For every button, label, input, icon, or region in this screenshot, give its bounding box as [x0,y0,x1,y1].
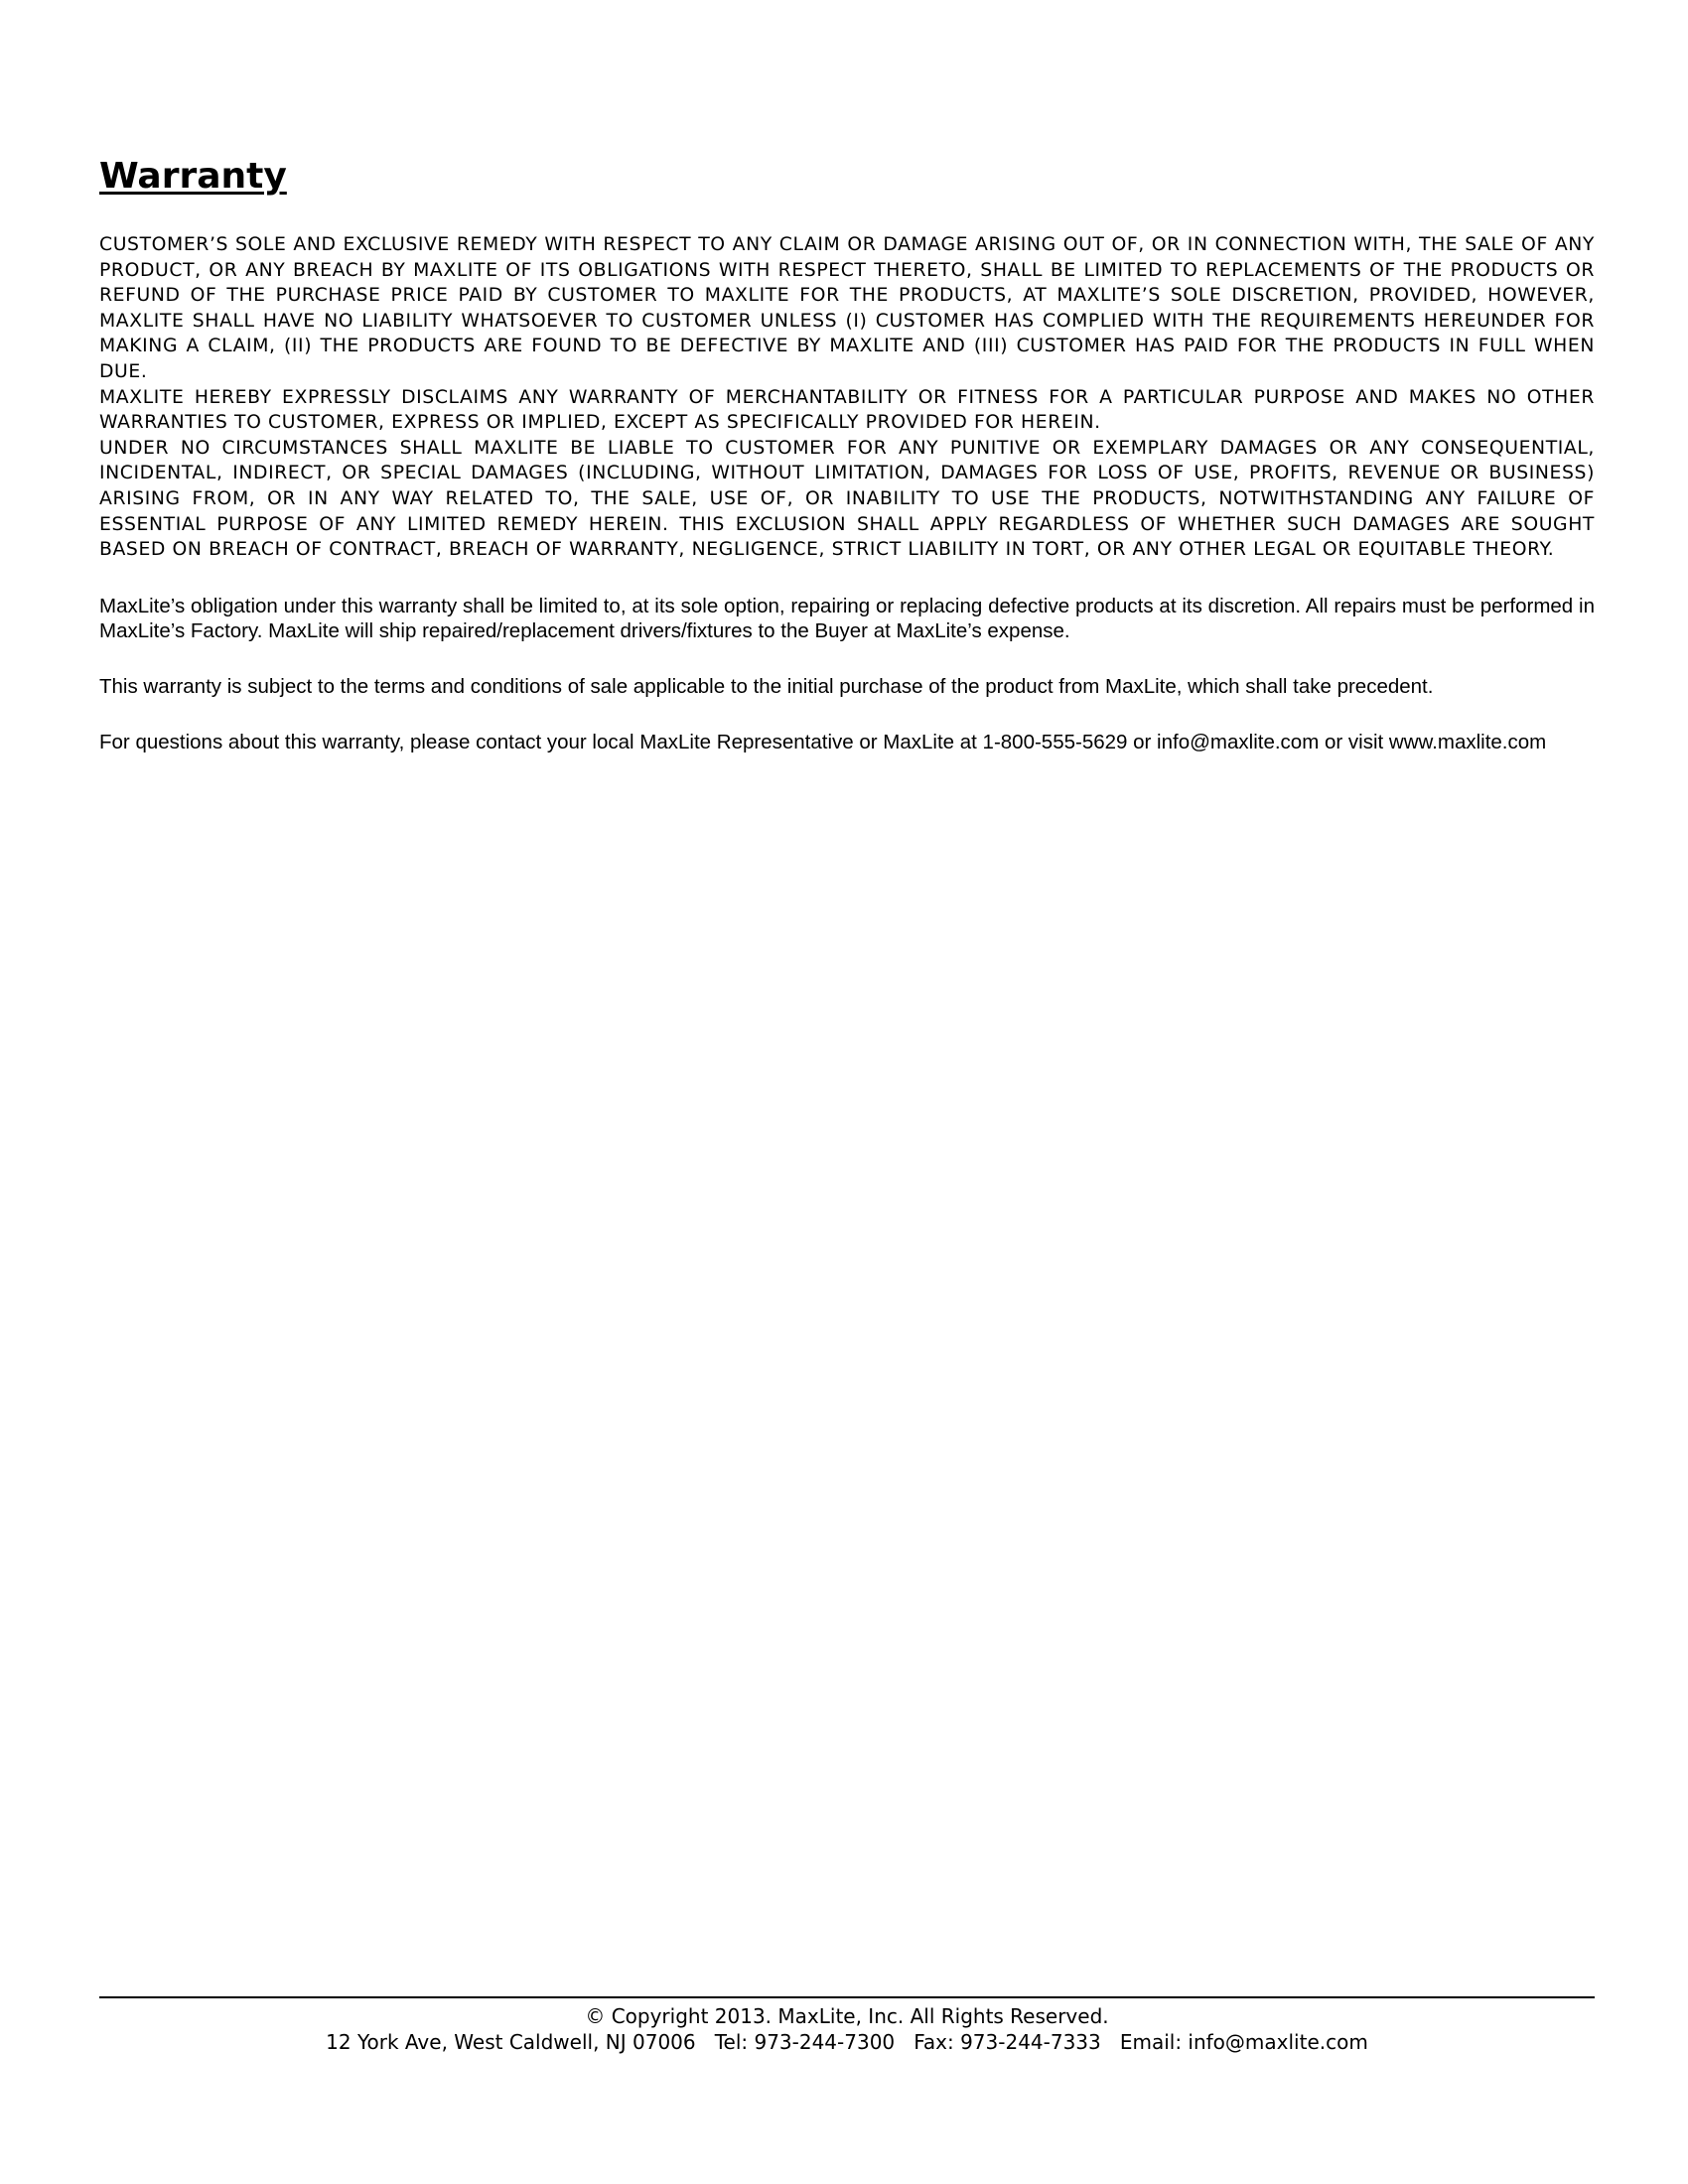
disclaimer-clause: MAXLITE HEREBY EXPRESSLY DISCLAIMS ANY WARRANTY OF MERCHANTABILITY OR FITNESS FOR A PARTICULAR PURPOSE AND MAKES NO OTHER WARRANTIES TO CUSTOMER, EXPRESS OR IMPLIED, EXCEPT AS SPECIFICALLY PROVIDED FOR HEREIN. [99,386,1595,434]
footer-contact: 12 York Ave, West Caldwell, NJ 07006 Tel: 973-244-7300 Fax: 973-244-7333 Email: info@maxlite.com [326,2030,1368,2054]
terms-paragraph: This warranty is subject to the terms and conditions of sale applicable to the initial purchase of the product from MaxLite, which shall take precedent. [99,674,1434,698]
footer-divider [99,1996,1595,1998]
obligation-paragraph: MaxLite’s obligation under this warranty shall be limited to, at its sole option, repairing or replacing defective products at its discretion. All repairs must be performed in MaxLite’s Factory. MaxLite will ship repaired/replacement drivers/fixtures to the Buyer at MaxLite’s expense. [99,594,1595,643]
page-footer [99,2003,1595,2055]
footer-copyright: © Copyright 2013. MaxLite, Inc. All Rights Reserved. [585,2004,1109,2028]
page-title: Warranty [99,156,287,197]
sole-remedy-clause: CUSTOMER’S SOLE AND EXCLUSIVE REMEDY WITH RESPECT TO ANY CLAIM OR DAMAGE ARISING OUT OF, OR IN CONNECTION WITH, THE SALE OF ANY PRODUCT, OR ANY BREACH BY MAXLITE OF ITS OBLIGATIONS WITH RESPECT THERETO, SHALL BE LIMITED TO REPLACEMENTS OF THE PRODUCTS OR REFUND OF THE PURCHASE PRICE PAID BY CUSTOMER TO MAXLITE FOR THE PRODUCTS, AT MAXLITE’S SOLE DISCRETION, PROVIDED, HOWEVER, MAXLITE SHALL HAVE NO LIABILITY WHATSOEVER TO CUSTOMER UNLESS (I) CUSTOMER HAS COMPLIED WITH THE REQUIREMENTS HEREUNDER FOR MAKING A CLAIM, (II) THE PRODUCTS ARE FOUND TO BE DEFECTIVE BY MAXLITE AND (III) CUSTOMER HAS PAID FOR THE PRODUCTS IN FULL WHEN DUE. [99,234,1595,382]
warranty-body [99,232,1595,754]
contact-paragraph: For questions about this warranty, please contact your local MaxLite Representative or MaxLite at 1-800-555-5629 or info@maxlite.com or visit www.maxlite.com [99,730,1547,753]
liability-limitation-clause: UNDER NO CIRCUMSTANCES SHALL MAXLITE BE LIABLE TO CUSTOMER FOR ANY PUNITIVE OR EXEMPLARY DAMAGES OR ANY CONSEQUENTIAL, INCIDENTAL, INDIRECT, OR SPECIAL DAMAGES (INCLUDING, WITHOUT LIMITATION, DAMAGES FOR LOSS OF USE, PROFITS, REVENUE OR BUSINESS) ARISING FROM, OR IN ANY WAY RELATED TO, THE SALE, USE OF, OR INABILITY TO USE THE PRODUCTS, NOTWITHSTANDING ANY FAILURE OF ESSENTIAL PURPOSE OF ANY LIMITED REMEDY HEREIN. THIS EXCLUSION SHALL APPLY REGARDLESS OF WHETHER SUCH DAMAGES ARE SOUGHT BASED ON BREACH OF CONTRACT, BREACH OF WARRANTY, NEGLIGENCE, STRICT LIABILITY IN TORT, OR ANY OTHER LEGAL OR EQUITABLE THEORY. [99,437,1595,561]
